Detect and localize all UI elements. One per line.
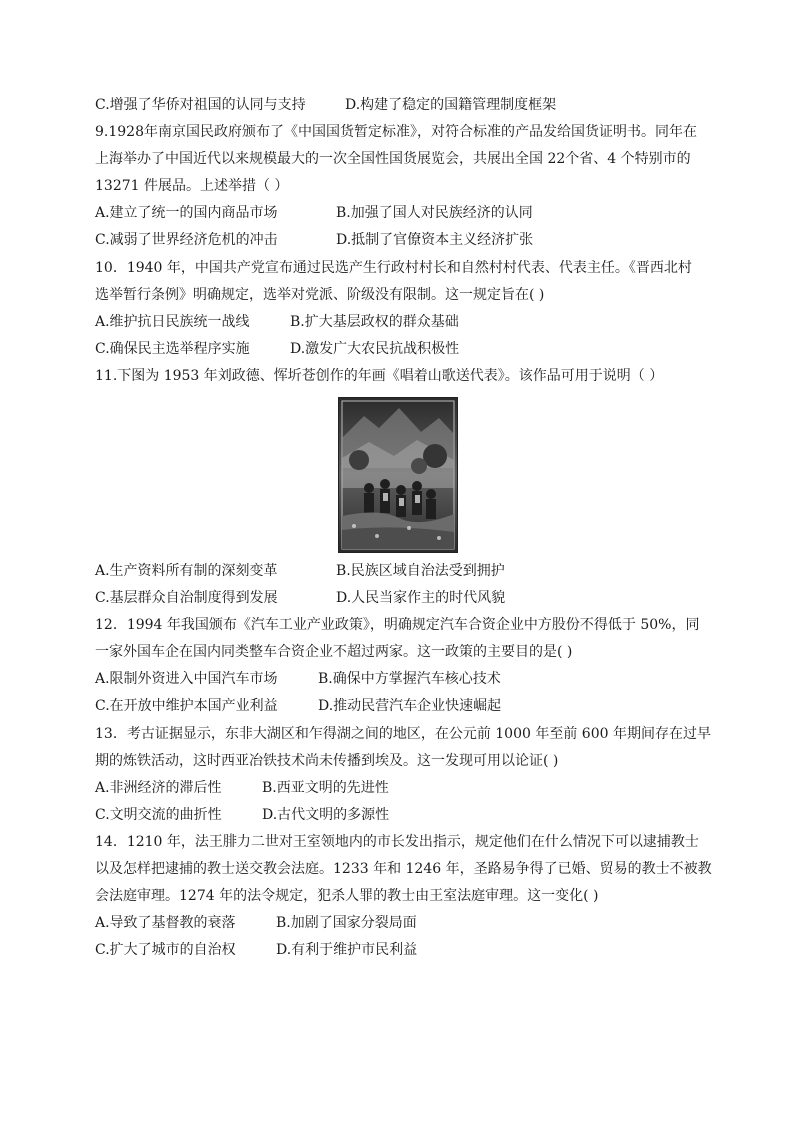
q9-option-a: A.建立了统一的国内商品市场 bbox=[95, 205, 278, 221]
q13-option-a: A.非洲经济的滞后性 bbox=[95, 780, 222, 796]
q14-stem-line-3: 会法庭审理。1274 年的法令规定，犯杀人罪的教士由王室法庭审理。这一变化( ) bbox=[95, 888, 599, 904]
q14-option-d: D.有利于维护市民利益 bbox=[276, 942, 418, 958]
q11-option-a: A.生产资料所有制的深刻变革 bbox=[95, 563, 278, 579]
q13-option-c: C.文明交流的曲折性 bbox=[95, 807, 222, 823]
q12-option-c: C.在开放中维护本国产业利益 bbox=[95, 698, 278, 714]
q8-option-d: D.构建了稳定的国籍管理制度框架 bbox=[345, 97, 557, 113]
q11-option-b: B.民族区域自治法受到拥护 bbox=[336, 563, 505, 579]
q10-stem-line-2: 选举暂行条例》明确规定，选举对党派、阶级没有限制。这一规定旨在( ) bbox=[95, 287, 545, 303]
q14-option-a: A.导致了基督教的衰落 bbox=[95, 915, 236, 931]
q9-option-c: C.减弱了世界经济危机的冲击 bbox=[95, 232, 278, 248]
q10-stem-line-1: 10．1940 年，中国共产党宣布通过民选产生行政村村长和自然村村代表、代表主任。《晋西北村 bbox=[95, 260, 692, 276]
q13-stem-line-2: 期的炼铁活动，这时西亚冶铁技术尚未传播到埃及。这一发现可用以论证( ) bbox=[95, 753, 559, 769]
q14-option-c: C.扩大了城市的自治权 bbox=[95, 942, 236, 958]
q10-option-c: C.确保民主选举程序实施 bbox=[95, 341, 250, 357]
q9-option-d: D.抵制了官僚资本主义经济扩张 bbox=[336, 232, 534, 248]
q10-option-a: A.维护抗日民族统一战线 bbox=[95, 314, 250, 330]
q13-option-d: D.古代文明的多源性 bbox=[262, 807, 390, 823]
q9-stem-line-3: 13271 件展品。上述举措（ ） bbox=[95, 178, 289, 194]
q14-stem-line-2: 以及怎样把逮捕的教士送交教会法庭。1233 年和 1246 年，圣路易争得了已婚、贸易的教士不被教 bbox=[95, 861, 712, 877]
q12-option-b: B.确保中方掌握汽车核心技术 bbox=[318, 671, 501, 687]
q9-stem-line-2: 上海举办了中国近代以来规模最大的一次全国性国货展览会，共展出全国 22个省、4 个特别市的 bbox=[95, 151, 691, 167]
q9-option-b: B.加强了国人对民族经济的认同 bbox=[336, 205, 533, 221]
q13-stem-line-1: 13．考古证据显示，东非大湖区和乍得湖之间的地区，在公元前 1000 年至前 600 年期间存在过早 bbox=[95, 726, 711, 742]
q8-option-c: C.增强了华侨对祖国的认同与支持 bbox=[95, 97, 306, 113]
q10-option-d: D.激发广大农民抗战积极性 bbox=[290, 341, 460, 357]
q14-option-b: B.加剧了国家分裂局面 bbox=[276, 915, 417, 931]
q12-option-a: A.限制外资进入中国汽车市场 bbox=[95, 671, 278, 687]
q10-option-b: B.扩大基层政权的群众基础 bbox=[290, 314, 459, 330]
q11-stem-line-1: 11.下图为 1953 年刘政德、恽圻苍创作的年画《唱着山歌送代表》。该作品可用于说明（ ） bbox=[95, 368, 664, 384]
q11-option-c: C.基层群众自治制度得到发展 bbox=[95, 590, 278, 606]
q12-stem-line-2: 一家外国车企在国内同类整车合资企业不超过两家。这一政策的主要目的是( ) bbox=[95, 644, 573, 660]
new-year-painting-image bbox=[338, 397, 458, 553]
q9-stem-line-1: 9.1928年南京国民政府颁布了《中国国货暂定标准》，对符合标准的产品发给国货证明书。同年在 bbox=[95, 124, 697, 140]
q12-option-d: D.推动民营汽车企业快速崛起 bbox=[318, 698, 502, 714]
q11-option-d: D.人民当家作主的时代风貌 bbox=[336, 590, 506, 606]
q14-stem-line-1: 14．1210 年，法王腓力二世对王室领地内的市长发出指示，规定他们在什么情况下可以逮捕教士 bbox=[95, 834, 699, 850]
q13-option-b: B.西亚文明的先进性 bbox=[262, 780, 389, 796]
q12-stem-line-1: 12．1994 年我国颁布《汽车工业产业政策》，明确规定汽车合资企业中方股份不得低于 50%，同 bbox=[95, 617, 700, 633]
